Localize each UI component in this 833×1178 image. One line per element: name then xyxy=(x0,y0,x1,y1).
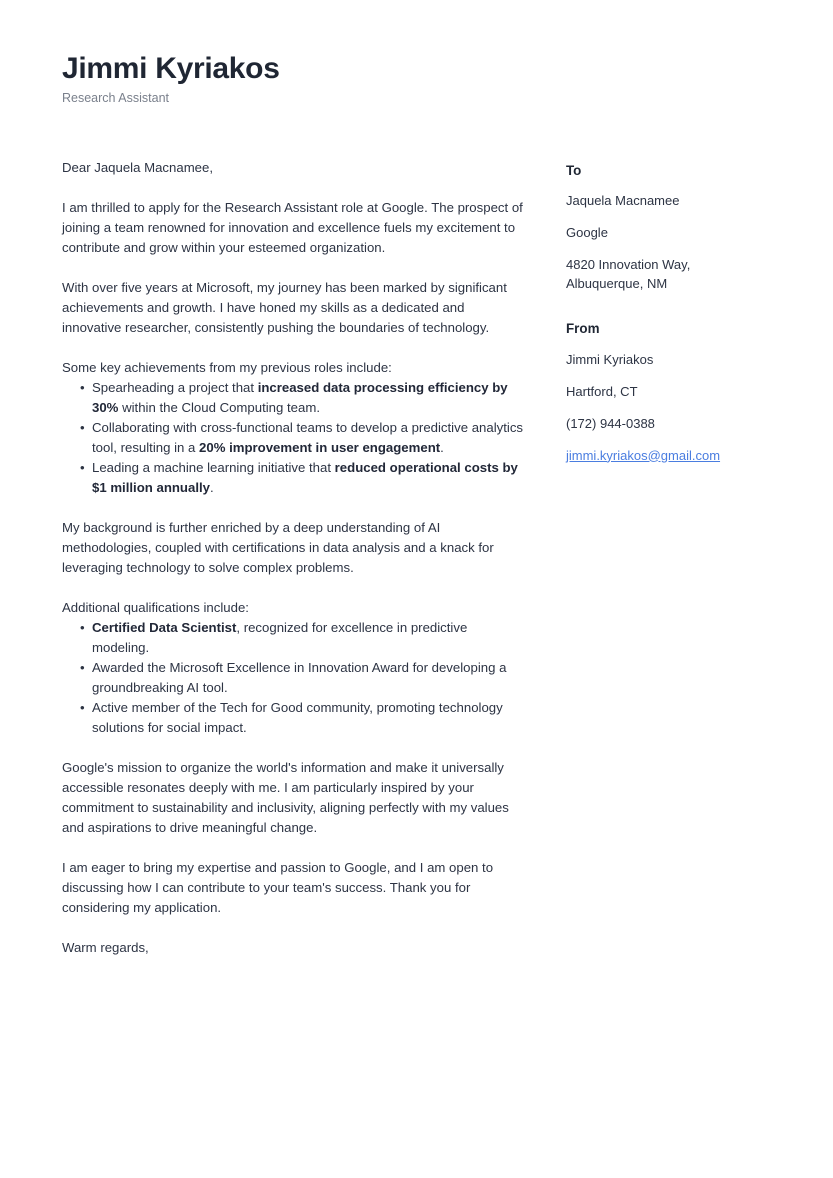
sender-location: Hartford, CT xyxy=(566,383,638,399)
applicant-role: Research Assistant xyxy=(62,90,169,105)
qualifications-intro: Additional qualifications include: xyxy=(62,599,249,615)
achievements-intro: Some key achievements from my previous roles include: xyxy=(62,359,392,375)
bullet-text-post: , recognized for excellence in predictive modeling. xyxy=(92,619,468,655)
letter-header xyxy=(62,52,771,106)
achievements-list xyxy=(62,378,524,498)
recipient-address-line-1: 4820 Innovation Way, xyxy=(566,257,691,273)
paragraph-2: With over five years at Microsoft, my journey has been marked by significant achievements and growth. I have honed my skills as a dedicated and innovative researcher, consistently pushing the boundaries of technology. xyxy=(62,279,507,335)
paragraph-1: I am thrilled to apply for the Research Assistant role at Google. The prospect of joining a team renowned for innovation and excellence fuels my excitement to contribute and grow within your esteemed organization. xyxy=(62,199,523,255)
bullet-text-post: . xyxy=(210,479,214,495)
sender-phone: (172) 944-0388 xyxy=(566,415,655,431)
letter-body-columns xyxy=(62,158,771,978)
bullet-text-bold: 20% improvement in user engagement xyxy=(199,439,441,455)
sender-name: Jimmi Kyriakos xyxy=(566,351,654,367)
letter-sidebar xyxy=(566,158,771,465)
bullet-text-bold: increased data processing efficiency by 30% xyxy=(92,379,508,415)
sender-email-link[interactable]: jimmi.kyriakos@gmail.com xyxy=(566,447,721,463)
paragraph-4: Google's mission to organize the world's information and make it universally accessible resonates deeply with me. I am particularly inspired by your commitment to sustainability and inclusivity, aligning perfectly with my values and aspirations to drive meaningful change. xyxy=(62,759,509,835)
bullet-text-pre: Leading a machine learning initiative that xyxy=(92,459,335,475)
list-item xyxy=(62,458,524,498)
bullet-text-pre: Collaborating with cross-functional teams to develop a predictive analytics tool, resulting in a xyxy=(92,419,524,455)
to-heading: To xyxy=(566,162,582,178)
list-item xyxy=(62,378,524,418)
list-item xyxy=(62,618,524,658)
bullet-text-pre: Active member of the Tech for Good community, promoting technology solutions for social impact. xyxy=(92,699,503,735)
letter-main-column xyxy=(62,158,524,978)
recipient-company: Google xyxy=(566,225,608,241)
salutation: Dear Jaquela Macnamee, xyxy=(62,159,214,175)
bullet-text-pre: Awarded the Microsoft Excellence in Innovation Award for developing a groundbreaking AI tool. xyxy=(92,659,507,695)
qualifications-list xyxy=(62,618,524,738)
from-heading: From xyxy=(566,321,600,337)
paragraph-5: I am eager to bring my expertise and passion to Google, and I am open to discussing how I can contribute to your team's success. Thank you for considering my application. xyxy=(62,859,494,915)
bullet-text-bold: Certified Data Scientist xyxy=(92,619,237,635)
list-item xyxy=(62,698,524,738)
list-item xyxy=(62,658,524,698)
bullet-text-pre: Spearheading a project that xyxy=(92,379,258,395)
paragraph-3: My background is further enriched by a deep understanding of AI methodologies, coupled with certifications in data analysis and a knack for leveraging technology to solve complex problems. xyxy=(62,519,494,575)
recipient-name: Jaquela Macnamee xyxy=(566,193,680,209)
bullet-text-post: . xyxy=(440,439,444,455)
recipient-address xyxy=(566,255,771,293)
list-item xyxy=(62,418,524,458)
bullet-text-post: within the Cloud Computing team. xyxy=(118,399,320,415)
recipient-address-line-2: Albuquerque, NM xyxy=(566,276,668,292)
closing-salutation: Warm regards, xyxy=(62,939,149,955)
applicant-name: Jimmi Kyriakos xyxy=(62,52,280,85)
bullet-text-bold: reduced operational costs by $1 million annually xyxy=(92,459,518,495)
